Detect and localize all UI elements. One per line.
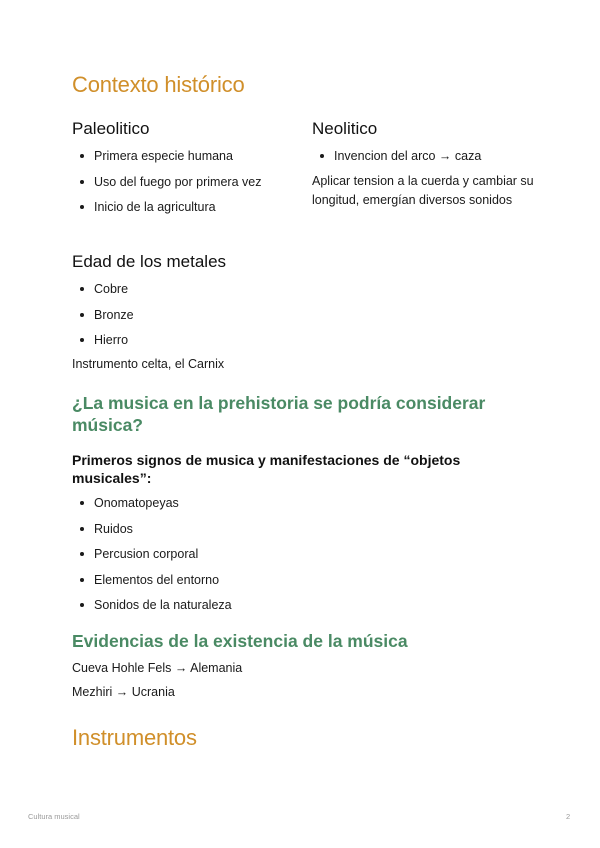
- footer-page-number: 2: [566, 812, 571, 821]
- list-item: Invencion del arco → caza: [312, 148, 542, 174]
- list-item: Onomatopeyas: [72, 495, 372, 521]
- list-item: Percusion corporal: [72, 546, 372, 572]
- heading-evidencias: Evidencias de la existencia de la música: [72, 631, 408, 651]
- heading-neolitico: Neolitico: [312, 119, 378, 138]
- list-item: Primera especie humana: [72, 148, 292, 174]
- evidencia-line: Cueva Hohle Fels → Alemania: [72, 661, 243, 675]
- list-item: Inicio de la agricultura: [72, 199, 292, 225]
- list-item: Ruidos: [72, 521, 372, 547]
- subheading-primeros-signos: Primeros signos de musica y manifestaciones de “objetos musicales”:: [72, 452, 461, 486]
- heading-edad-metales: Edad de los metales: [72, 252, 227, 271]
- list-item: Cobre: [72, 281, 372, 307]
- section-title-instrumentos: Instrumentos: [72, 725, 197, 750]
- neolitico-paragraph: Aplicar tension a la cuerda y cambiar su longitud, emergían diversos sonidos: [312, 174, 534, 207]
- neolitico-list: [312, 148, 542, 174]
- list-item: Uso del fuego por primera vez: [72, 174, 292, 200]
- list-item: Sonidos de la naturaleza: [72, 597, 372, 623]
- list-item: Bronze: [72, 307, 372, 333]
- heading-pregunta: ¿La musica en la prehistoria se podría considerar música?: [72, 393, 486, 435]
- footer-doc-name: Cultura musical: [28, 812, 80, 821]
- metales-list: [72, 281, 372, 358]
- heading-paleolitico: Paleolitico: [72, 119, 150, 138]
- metales-paragraph: Instrumento celta, el Carnix: [72, 357, 225, 371]
- paleolitico-list: [72, 148, 292, 225]
- list-item: Hierro: [72, 332, 372, 358]
- section-title-contexto: Contexto histórico: [72, 72, 245, 97]
- list-item: Elementos del entorno: [72, 572, 372, 598]
- evidencia-line: Mezhiri → Ucrania: [72, 685, 175, 699]
- pregunta-list: [72, 495, 372, 623]
